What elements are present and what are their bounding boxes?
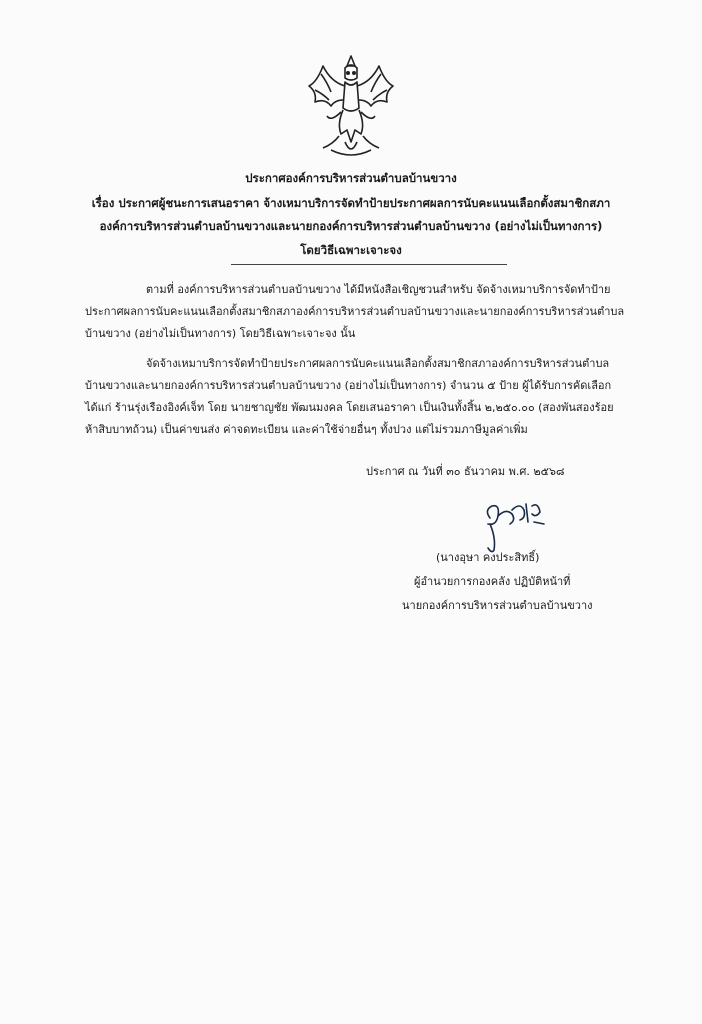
paragraph-1-line-3: บ้านขวาง (อย่างไม่เป็นทางการ) โดยวิธีเฉพาะเจาะจง นั้น <box>85 327 356 340</box>
announcement-title: ประกาศองค์การบริหารส่วนตำบลบ้านขวาง <box>245 171 457 185</box>
signer-position: นายกองค์การบริหารส่วนตำบลบ้านขวาง <box>402 599 593 612</box>
signer-name: (นางอุษา คงประสิทธิ์) <box>436 551 540 564</box>
paragraph-2-line-2: บ้านขวางและนายกองค์การบริหารส่วนตำบลบ้านขวาง (อย่างไม่เป็นทางการ) จำนวน ๕ ป้าย ผู้ได้รับการคัดเลือก <box>85 379 612 392</box>
subject-line: เรื่อง ประกาศผู้ชนะการเสนอราคา จ้างเหมาบริการจัดทำป้ายประกาศผลการนับคะแนนเลือกตั้งสมาชิกสภา <box>91 196 611 210</box>
separator-rule <box>231 264 507 265</box>
paragraph-2-line-4: ห้าสิบบาทถ้วน) เป็นค่าขนส่ง ค่าจดทะเบียน และค่าใช้จ่ายอื่นๆ ทั้งปวง แต่ไม่รวมภาษีมูลค่าเพิ่ม <box>85 423 528 436</box>
method-line: โดยวิธีเฉพาะเจาะจง <box>300 243 402 257</box>
paragraph-2-line-1: จัดจ้างเหมาบริการจัดทำป้ายประกาศผลการนับคะแนนเลือกตั้งสมาชิกสภาองค์การบริหารส่วนตำบล <box>146 357 610 370</box>
paragraph-1-line-2: ประกาศผลการนับคะแนนเลือกตั้งสมาชิกสภาองค์การบริหารส่วนตำบลบ้านขวางและนายกองค์การบริหารส่วนตำบล <box>85 305 625 318</box>
date-line: ประกาศ ณ วันที่ ๓๐ ธันวาคม พ.ศ. ๒๕๖๘ <box>366 465 565 478</box>
paragraph-1-line-1: ตามที่ องค์การบริหารส่วนตำบลบ้านขวาง ได้มีหนังสือเชิญชวนสำหรับ จัดจ้างเหมาบริการจัดทำป้าย <box>146 283 611 296</box>
subject-line-2: องค์การบริหารส่วนตำบลบ้านขวางและนายกองค์การบริหารส่วนตำบลบ้านขวาง (อย่างไม่เป็นทางการ) <box>99 219 603 233</box>
garuda-emblem-icon <box>301 52 401 162</box>
paragraph-2-line-3: ได้แก่ ร้านรุ่งเรืองอิงค์เจ็ท โดย นายชาญชัย พัฒนมงคล โดยเสนอราคา เป็นเงินทั้งสิ้น ๒,๒๕๐.๐๐ (สองพันสองร้อย <box>85 401 614 414</box>
signer-title: ผู้อำนวยการกองคลัง ปฏิบัติหน้าที่ <box>414 575 571 588</box>
